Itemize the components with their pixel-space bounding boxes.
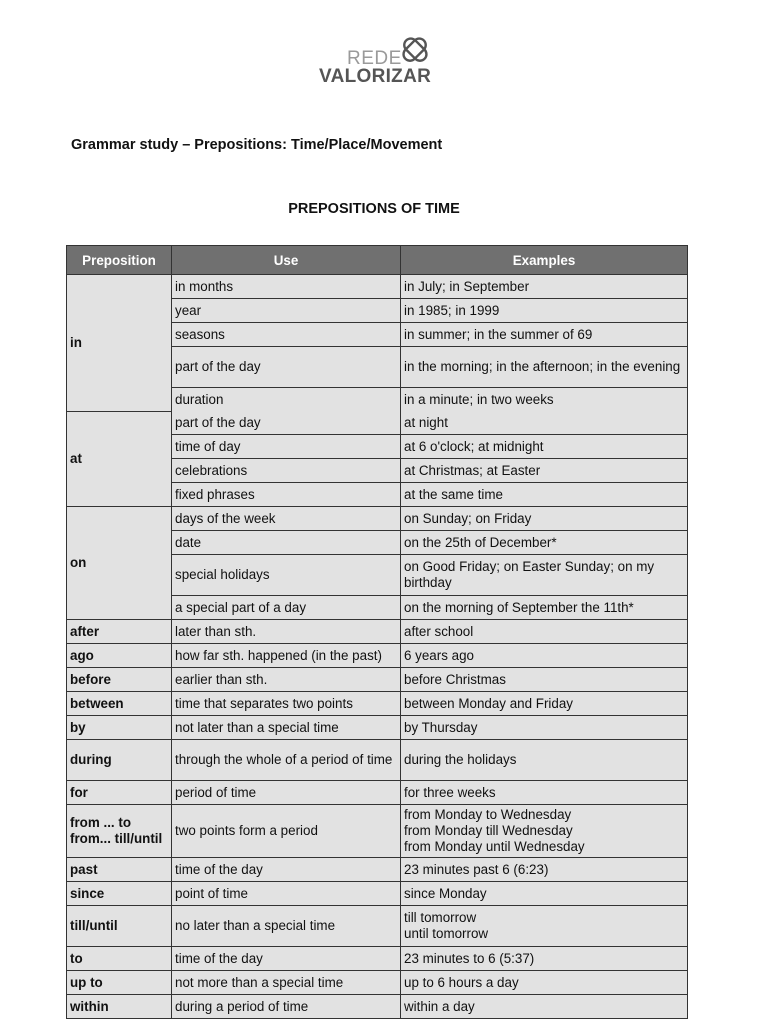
table-row [67, 882, 688, 906]
table-row [67, 668, 688, 692]
use-cell: through the whole of a period of time [172, 740, 401, 781]
example-cell: on Sunday; on Friday [401, 507, 688, 531]
use-cell: date [172, 531, 401, 555]
table-row [67, 692, 688, 716]
use-cell: time of the day [172, 858, 401, 882]
preposition-cell: between [67, 692, 172, 716]
example-line: from Monday until Wednesday [404, 839, 585, 854]
table-row [67, 781, 688, 805]
logo-text-bottom: VALORIZAR [319, 66, 432, 87]
section-title: PREPOSITIONS OF TIME [288, 201, 460, 217]
preposition-cell: on [67, 507, 172, 620]
use-cell: days of the week [172, 507, 401, 531]
use-cell: a special part of a day [172, 596, 401, 620]
use-cell: period of time [172, 781, 401, 805]
use-cell: time that separates two points [172, 692, 401, 716]
table-row [67, 275, 688, 299]
table-row [67, 971, 688, 995]
table-row [67, 995, 688, 1019]
example-cell: for three weeks [401, 781, 688, 805]
example-cell: in summer; in the summer of 69 [401, 323, 688, 347]
use-cell: point of time [172, 882, 401, 906]
use-cell: time of day [172, 435, 401, 459]
use-cell: time of the day [172, 947, 401, 971]
example-line: from Monday to Wednesday [404, 807, 572, 822]
table-row [67, 805, 688, 858]
preposition-cell: to [67, 947, 172, 971]
preposition-cell: at [67, 411, 172, 507]
example-line: until tomorrow [404, 926, 489, 941]
table-row [67, 906, 688, 947]
table-row [67, 620, 688, 644]
use-cell: duration [172, 388, 401, 412]
preposition-cell: after [67, 620, 172, 644]
example-cell: in a minute; in two weeks [401, 388, 688, 412]
use-cell: year [172, 299, 401, 323]
use-cell: fixed phrases [172, 483, 401, 507]
example-line: till tomorrow [404, 910, 477, 925]
example-cell: at 6 o'clock; at midnight [401, 435, 688, 459]
use-cell: during a period of time [172, 995, 401, 1019]
example-cell: in the morning; in the afternoon; in the evening [401, 347, 688, 388]
table-row [67, 644, 688, 668]
preposition-cell: for [67, 781, 172, 805]
use-cell: not more than a special time [172, 971, 401, 995]
example-cell: on the morning of September the 11th* [401, 596, 688, 620]
logo [319, 32, 431, 86]
table-row [67, 716, 688, 740]
use-cell: in months [172, 275, 401, 299]
example-cell: up to 6 hours a day [401, 971, 688, 995]
use-cell: how far sth. happened (in the past) [172, 644, 401, 668]
preposition-cell [67, 805, 172, 858]
example-cell: on the 25th of December* [401, 531, 688, 555]
document-title: Grammar study – Prepositions: Time/Place/Movement [71, 137, 443, 153]
example-cell: 6 years ago [401, 644, 688, 668]
use-cell: earlier than sth. [172, 668, 401, 692]
use-cell: part of the day [172, 411, 401, 435]
table-row [67, 411, 688, 435]
preposition-line: from... till/until [70, 831, 163, 846]
preposition-cell: since [67, 882, 172, 906]
prepositions-table [66, 245, 688, 1019]
use-cell: later than sth. [172, 620, 401, 644]
example-cell [401, 805, 688, 858]
preposition-cell: ago [67, 644, 172, 668]
header-preposition: Preposition [67, 246, 172, 275]
example-cell: since Monday [401, 882, 688, 906]
preposition-cell: past [67, 858, 172, 882]
example-cell: by Thursday [401, 716, 688, 740]
example-cell: on Good Friday; on Easter Sunday; on my birthday [401, 555, 688, 596]
example-cell: after school [401, 620, 688, 644]
table-row [67, 507, 688, 531]
example-cell: at night [401, 411, 688, 435]
example-cell: within a day [401, 995, 688, 1019]
example-cell: 23 minutes past 6 (6:23) [401, 858, 688, 882]
example-cell: between Monday and Friday [401, 692, 688, 716]
table-row [67, 858, 688, 882]
use-cell: two points form a period [172, 805, 401, 858]
example-cell: at Christmas; at Easter [401, 459, 688, 483]
use-cell: part of the day [172, 347, 401, 388]
use-cell: celebrations [172, 459, 401, 483]
preposition-cell: till/until [67, 906, 172, 947]
table-header-row [67, 246, 688, 275]
example-cell: in July; in September [401, 275, 688, 299]
header-examples: Examples [401, 246, 688, 275]
example-cell: before Christmas [401, 668, 688, 692]
logo-knot-icon [399, 34, 431, 66]
preposition-cell: by [67, 716, 172, 740]
preposition-cell: before [67, 668, 172, 692]
preposition-cell: up to [67, 971, 172, 995]
logo-text-top: REDE [347, 48, 402, 69]
header-use: Use [172, 246, 401, 275]
example-cell: at the same time [401, 483, 688, 507]
example-cell [401, 906, 688, 947]
example-cell: in 1985; in 1999 [401, 299, 688, 323]
example-cell: 23 minutes to 6 (5:37) [401, 947, 688, 971]
example-cell: during the holidays [401, 740, 688, 781]
use-cell: special holidays [172, 555, 401, 596]
table-row [67, 947, 688, 971]
use-cell: seasons [172, 323, 401, 347]
preposition-cell: within [67, 995, 172, 1019]
preposition-line: from ... to [70, 815, 131, 830]
use-cell: no later than a special time [172, 906, 401, 947]
example-line: from Monday till Wednesday [404, 823, 573, 838]
preposition-cell: during [67, 740, 172, 781]
table-row [67, 740, 688, 781]
use-cell: not later than a special time [172, 716, 401, 740]
preposition-cell: in [67, 275, 172, 412]
